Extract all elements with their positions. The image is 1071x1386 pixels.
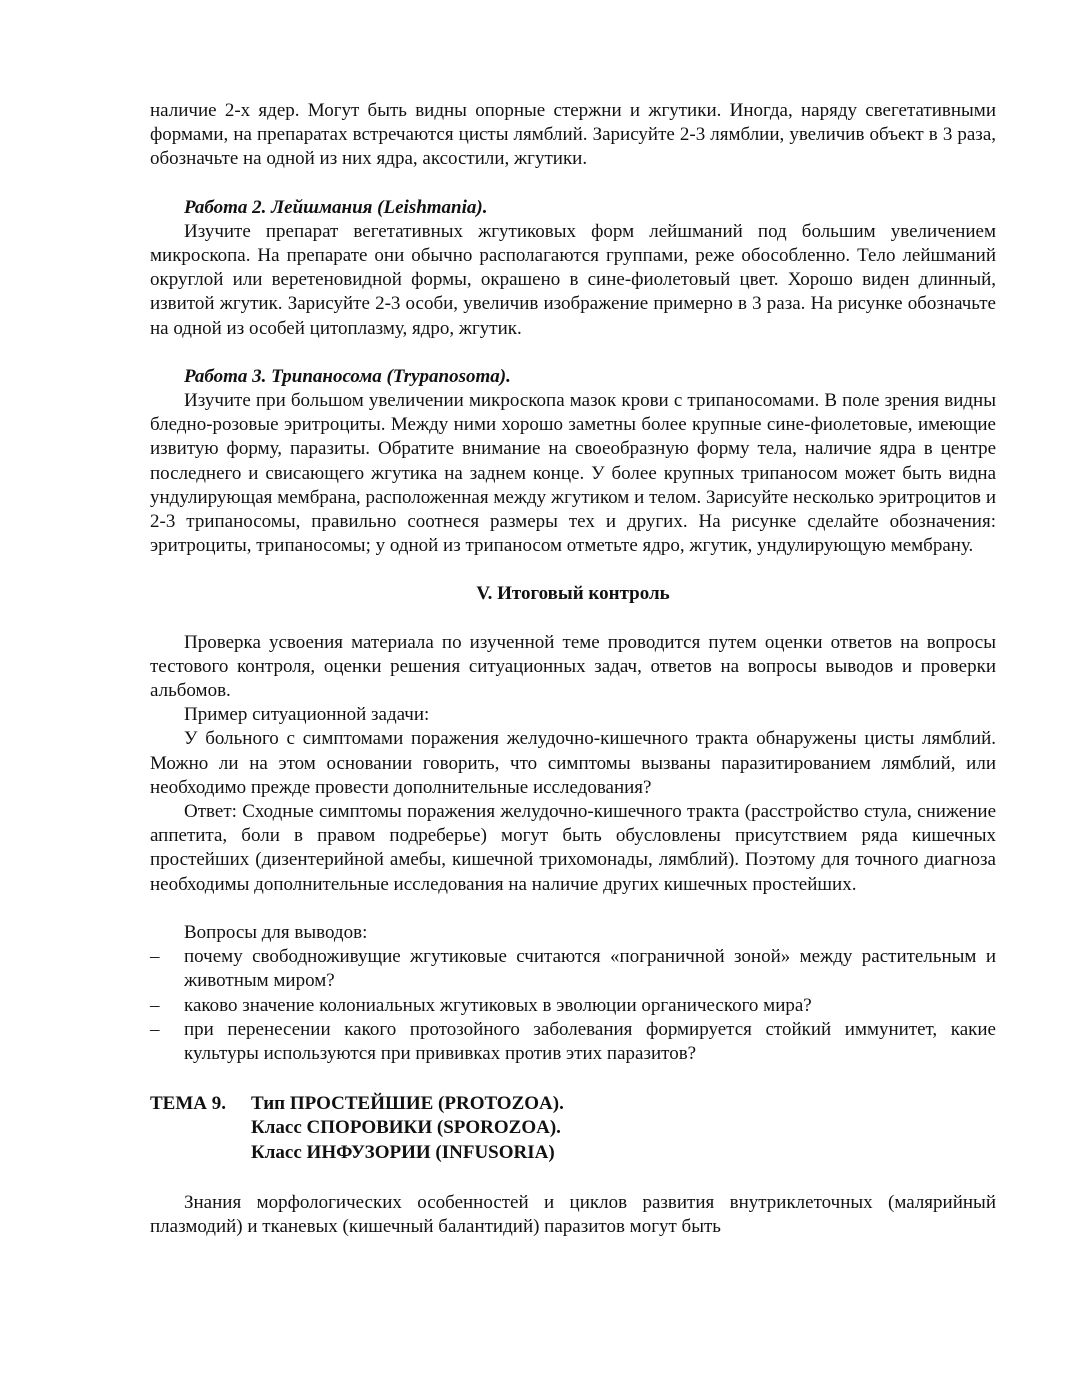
- topic-9-intro: Знания морфологических особенностей и циклов развития внутриклеточных (малярийный плазмодий) и тканевых (кишечный балантидий) паразитов могут быть: [150, 1191, 996, 1237]
- section-5-heading: V. Итоговый контроль: [476, 583, 670, 605]
- question-item: [150, 945, 996, 993]
- questions-heading: Вопросы для выводов:: [184, 921, 368, 943]
- control-paragraph: Проверка усвоения материала по изученной теме проводится путем оценки ответов на вопросы тестового контроля, оценки решения ситуационных задач, ответов на вопросы выводов и проверки альбомов.: [150, 631, 996, 702]
- work-3-text: Изучите при большом увеличении микроскопа мазок крови с трипаносомами. В поле зрения видны бледно-розовые эритроциты. Между ними хорошо заметны более крупные сине-фиолетовые, имеющие извитую форму, паразиты. Обратите внимание на своеобразную форму тела, наличие ядра в центре последнего и свисающего жгутика на заднем конце. У более крупных трипаносом может быть видна ундулирующая мембрана, расположенная между жгутиком и телом. Зарисуйте несколько эритроцитов и 2-3 трипаносомы, правильно соотнеся размеры тех и других. На рисунке сделайте обозначения: эритроциты, трипаносомы; у одной из трипаносом отметьте ядро, жгутик, ундулирующую мембрану.: [150, 390, 996, 557]
- topic-9-heading: [150, 1092, 996, 1165]
- dash-bullet: –: [150, 1018, 160, 1040]
- dash-bullet: –: [150, 946, 160, 968]
- intro-paragraph: наличие 2-х ядер. Могут быть видны опорные стержни и жгутики. Иногда, наряду свегетативными формами, на препаратах встречаются цисты лямблий. Зарисуйте 2-3 лямблии, увеличив объект в 3 раза, обозначьте на одной из них ядра, аксостили, жгутики.: [150, 100, 996, 170]
- topic-line-2: Класс СПОРОВИКИ (SPOROZOA).: [251, 1117, 561, 1139]
- work-2-title: Работа 2. Лейшмания (Leishmania).: [184, 196, 488, 218]
- question-text: каково значение колониальных жгутиковых в эволюции органического мира?: [184, 994, 812, 1016]
- task-example-label: Пример ситуационной задачи:: [184, 704, 430, 726]
- topic-line-3: Класс ИНФУЗОРИИ (INFUSORIA): [251, 1141, 555, 1163]
- document-page: [150, 99, 996, 1239]
- work-3-title: Работа 3. Трипаносома (Trypanosoma).: [184, 365, 511, 387]
- topic-line-1: Тип ПРОСТЕЙШИЕ (PROTOZOA).: [251, 1093, 564, 1115]
- question-text: при перенесении какого протозойного заболевания формируется стойкий иммунитет, какие культуры используются при прививках против этих паразитов?: [184, 1018, 996, 1064]
- question-item: [150, 994, 996, 1018]
- task-question: У больного с симптомами поражения желудочно-кишечного тракта обнаружены цисты лямблий. Можно ли на этом основании говорить, что симптомы вызваны паразитированием лямблий, или необходимо прежде провести дополнительные исследования?: [150, 728, 996, 798]
- dash-bullet: –: [150, 994, 160, 1016]
- question-item: [150, 1018, 996, 1066]
- topic-label: ТЕМА 9.: [150, 1093, 226, 1115]
- question-text: почему свободноживущие жгутиковые считаются «пограничной зоной» между растительным и животным миром?: [184, 946, 996, 992]
- task-answer: Ответ: Сходные симптомы поражения желудочно-кишечного тракта (расстройство стула, снижение аппетита, боли в правом подреберье) могут быть обусловлены присутствием ряда кишечных простейших (дизентерийной амебы, кишечной трихомонады, лямблий). Поэтому для точного диагноза необходимы дополнительные исследования на наличие других кишечных простейших.: [150, 801, 996, 895]
- work-2-text: Изучите препарат вегетативных жгутиковых форм лейшманий под большим увеличением микроскопа. На препарате они обычно располагаются группами, реже обособленно. Тело лейшманий округлой или веретеновидной формы, окрашено в сине-фиолетовый цвет. Хорошо виден длинный, извитой жгутик. Зарисуйте 2-3 особи, увеличив изображение примерно в 3 раза. На рисунке обозначьте на одной из особей цитоплазму, ядро, жгутик.: [150, 220, 996, 339]
